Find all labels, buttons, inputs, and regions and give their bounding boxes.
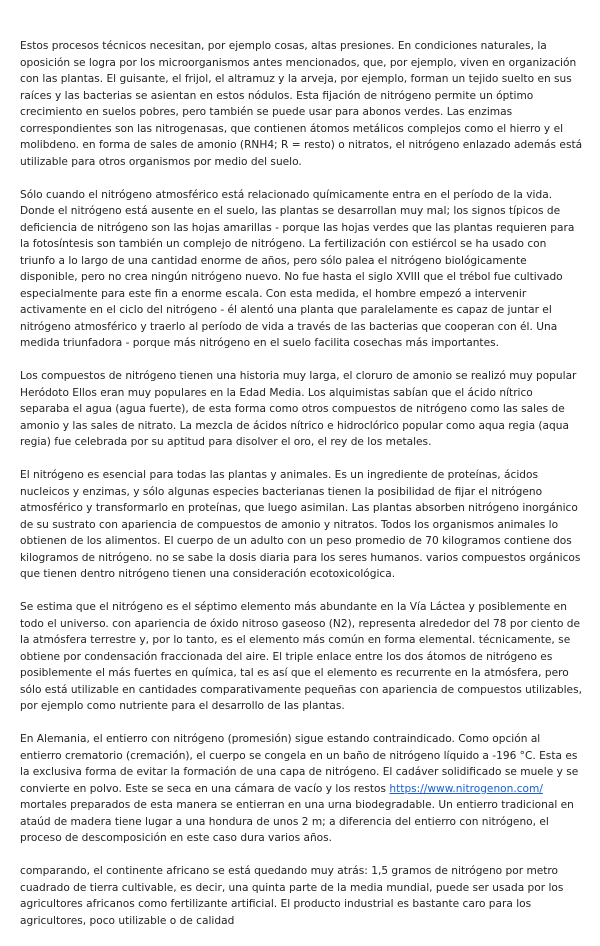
paragraph-nitrogen-life-cycle: Sólo cuando el nitrógeno atmosférico está relacionado químicamente entra en el período de la vida. Donde el nitrógeno está ausente en el suelo, las plantas se desarrollan muy mal; los signos típicos de deficiencia de nitrógeno son las hojas amarillas - porque las hojas verdes que las plantas requieren para la fotosíntesis son también un complejo de nitrógeno. La fertilización con estiércol se ha usado con triunfo a lo largo de una cantidad enorme de años, pero sólo palea el nitrógeno biológicamente disponible, pero no crea ningún nitrógeno nuevo. No fue hasta el siglo XVIII que el trébol fue cultivado especialmente para este fin a enorme escala. Con esta medida, el hombre empezó a intervenir activamente en el ciclo del nitrógeno - él alentó una planta que paralelamente es capaz de juntar el nitrógeno atmosférico y traerlo al período de vida a través de las bacterias que cooperan con él. Una medida triunfadora - porque más nitrógeno en el suelo facilita cosechas más importantes. — [20, 188, 575, 349]
paragraph-africa-comparison: comparando, el continente africano se está quedando muy atrás: 1,5 gramos de nitrógeno por metro cuadrado de tierra cultivable, es decir, una quinta parte de la media mundial, puede ser usada por los agricultores africanos como fertilizante artificial. El producto industrial es bastante caro para los agricultores, poco utilizable o de calidad — [20, 865, 564, 927]
paragraph-nitrogen-abundance: Se estima que el nitrógeno es el séptimo elemento más abundante en la Vía Láctea y posiblemente en todo el universo. con apariencia de óxido nitroso gaseoso (N2), representa alrededor del 78 por ciento de la atmósfera terrestre y, por lo tanto, es el elemento más común en forma elemental. técnicamente, se obtiene por condensación fraccionada del aire. El triple enlace entre los dos átomos de nitrógeno es posiblemente el más fuertes en química, tal es así que el elemento es recurrente en la atmósfera, pero sólo está utilizable en cantidades comparativamente pequeñas con apariencia de compuestos utilizables, por ejemplo como nutriente para el desarrollo de las plantas. — [20, 601, 582, 712]
nitrogenon-link[interactable]: https://www.nitrogenon.com/ — [389, 782, 543, 795]
document-page — [20, 38, 583, 946]
burial-text-before: En Alemania, el entierro con nitrógeno (promesión) sigue estando contraindicado. Como opción al entierro crematorio (cremación), el cuerpo se congela en un baño de nitrógeno líquido a -196 °C. Esta es la exclusiva forma de evitar la formación de una capa de nitrógeno. El cadáver solidificado se muele y se convierte en polvo. Este se seca en una cámara de vacío y los restos — [20, 733, 579, 795]
paragraph-nitrogen-burial — [20, 731, 583, 847]
paragraph-nitrogen-history: Los compuestos de nitrógeno tienen una historia muy larga, el cloruro de amonio se realizó muy popular Heródoto Ellos eran muy populares en la Edad Media. Los alquimistas sabían que el ácido nítrico separaba el agua (agua fuerte), de esta forma como otros compuestos de nitrógeno como las sales de amonio y las sales de nitrato. La mezcla de ácidos nítrico e hidroclórico popular como aqua regia (aqua regia) fue celebrada por su aptitud para disolver el oro, el rey de los metales. — [20, 370, 577, 448]
paragraph-nitrogen-essential: El nitrógeno es esencial para todas las plantas y animales. Es un ingrediente de proteínas, ácidos nucleicos y enzimas, y sólo algunas especies bacterianas tienen la posibilidad de fijar el nitrógeno atmosférico y transformarlo en proteínas, que luego asimilan. Las plantas absorben nitrógeno inorgánico de su sustrato con apariencia de compuestos de amonio y nitratos. Todos los organismos animales lo obtienen de los alimentos. El cuerpo de un adulto con un peso promedio de 70 kilogramos contiene dos kilogramos de nitrógeno. no se sabe la dosis diaria para los seres humanos. varios compuestos orgánicos que tienen dentro nitrógeno tienen una consideración ecotoxicológica. — [20, 469, 581, 580]
burial-text-after: mortales preparados de esta manera se entierran en una urna biodegradable. Un entierro tradicional en ataúd de madera tiene lugar a una hondura de unos 2 m; a diferencia del entierro con nitrógeno, el proceso de descomposición en este caso dura varios años. — [20, 799, 574, 844]
paragraph-nitrogen-fixation: Estos procesos técnicos necesitan, por ejemplo cosas, altas presiones. En condiciones naturales, la oposición se logra por los microorganismos antes mencionados, que, por ejemplo, viven en organización con las plantas. El guisante, el frijol, el altramuz y la arveja, por ejemplo, forman un tejido suelto en sus raíces y las bacterias se asientan en estos nódulos. Esta fijación de nitrógeno permite un óptimo crecimiento en suelos pobres, pero también se puede usar para abonos verdes. Las enzimas correspondientes son las nitrogenasas, que contienen átomos metálicos complejos como el hierro y el molibdeno. en forma de sales de amonio (RNH4; R = resto) o nitratos, el nitrógeno enlazado además está utilizable para otros organismos por medio del suelo. — [20, 40, 583, 168]
